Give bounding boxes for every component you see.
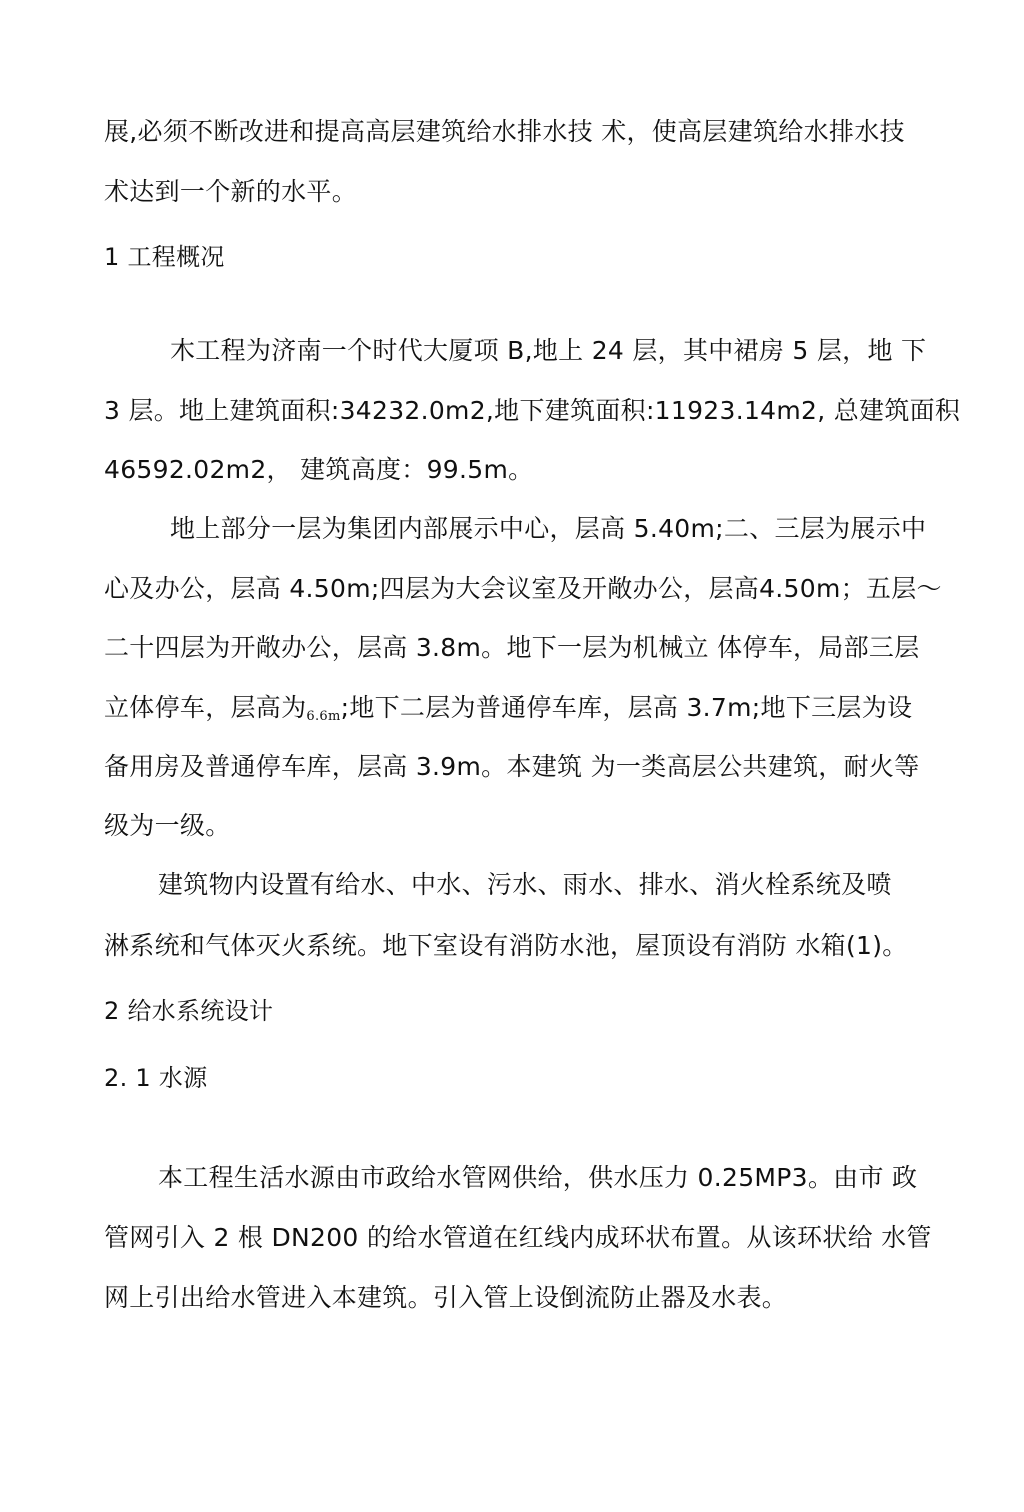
paragraph-line: 46592.02m2， 建筑高度：99.5m。 [104,455,534,484]
paragraph-line: 二十四层为开敞办公，层高 3.8m。地下一层为机械立 体停车，局部三层 [104,633,920,662]
paragraph-line: 心及办公，层高 4.50m;四层为大会议室及开敞办公，层高4.50m；五层～ [104,574,942,603]
paragraph-line: 术达到一个新的水平。 [104,177,358,206]
section-heading: 2 给水系统设计 [104,997,274,1025]
paragraph-line: 网上引出给水管进入本建筑。引入管上设倒流防止器及水表。 [104,1283,788,1312]
paragraph-line: 木工程为济南一个时代大厦项 B,地上 24 层，其中裙房 5 层，地 下 [170,336,927,365]
line-text: 立体停车，层高为 [104,693,307,722]
paragraph-line: 建筑物内设置有给水、中水、污水、雨水、排水、消火栓系统及喷 [158,870,892,899]
paragraph-line [104,690,934,735]
paragraph-line: 展,必须不断改进和提高高层建筑给水排水技 术，使高层建筑给水排水技 [104,117,905,146]
section-heading: 1 工程概况 [104,243,225,271]
subsection-heading: 2. 1 水源 [104,1064,208,1092]
paragraph-line: 3 层。地上建筑面积:34232.0m2,地下建筑面积:11923.14m2, 总建筑面积 [104,396,961,425]
paragraph-line: 本工程生活水源由市政给水管网供给，供水压力 0.25MP3。由市 政 [158,1163,918,1192]
small-value: 6.6m [306,709,341,724]
paragraph-line: 级为一级。 [104,811,231,840]
paragraph-line: 淋系统和气体灭火系统。地下室设有消防水池，屋顶设有消防 水箱(1)。 [104,931,908,960]
line-text: ;地下二层为普通停车库，层高 3.7m;地下三层为设 [340,693,913,722]
paragraph-line: 备用房及普通停车库，层高 3.9m。本建筑 为一类高层公共建筑，耐火等 [104,752,920,781]
paragraph-line: 地上部分一层为集团内部展示中心，层高 5.40m;二、三层为展示中 [170,514,927,543]
paragraph-line: 管网引入 2 根 DN200 的给水管道在红线内成环状布置。从该环状给 水管 [104,1223,932,1252]
